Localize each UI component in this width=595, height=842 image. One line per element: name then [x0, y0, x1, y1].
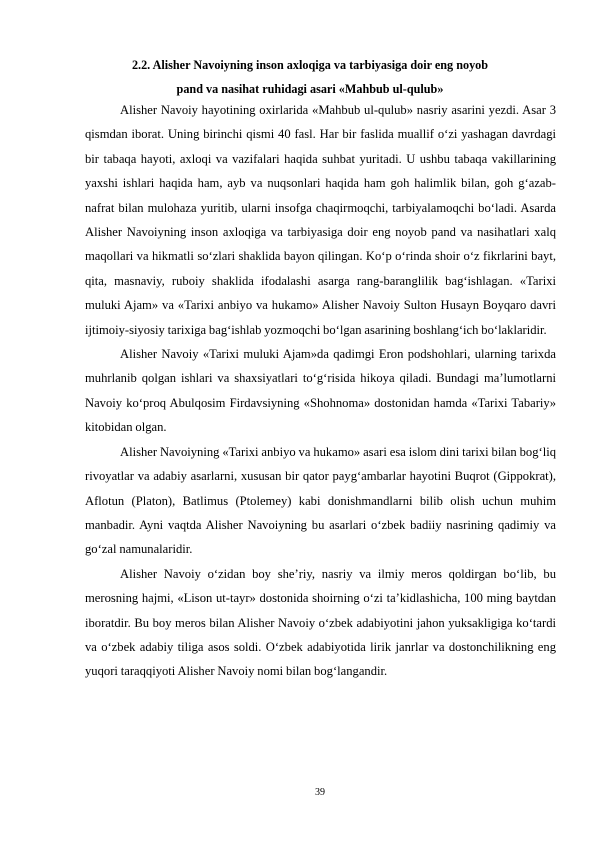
paragraph-1: Alisher Navoiy hayotining oxirlarida «Mahbub ul-qulub» nasriy asarini yezdi. Asar 3 qismdan iborat. Uning birinchi qismi 40 fasl. Har bir faslida muallif o‘zi yashagan davrdagi bir tabaqa hayoti, axloqi va vazifalari haqida suhbat yuritadi. U ushbu tabaqa vakillarining yaxshi ishlari haqida ham, ayb va nuqsonlari haqida ham goh halimlik bilan, goh g‘azab-nafrat bilan mulohaza yuritib, ularni insofga chaqirmoqchi, tarbiyalamoqchi bo‘ladi. Asarda Alisher Navoiyning inson axloqiga va tarbiyasiga doir eng noyob pand va nasihatlari xalq maqollari va hikmatli so‘zlari shaklida bayon qilingan. Ko‘p o‘rinda shoir o‘z fikrlarini bayt, qita, masnaviy, ruboiy shaklida ifodalashi asarga rang-baranglilik bag‘ishlagan. «Tarixi muluki Ajam» va «Tarixi anbiyo va hukamo» Alisher Navoiy Sulton Husayn Boyqaro davri ijtimoiy-siyosiy tarixiga bag‘ishlab yozmoqchi bo‘lgan asarining boshlang‘ich bo‘laklaridir.: [85, 103, 556, 337]
section-heading-line-1: 2.2. Alisher Navoiyning inson axloqiga va tarbiyasiga doir eng noyob: [131, 58, 489, 72]
paragraph-4: Alisher Navoiy o‘zidan boy she’riy, nasriy va ilmiy meros qoldirgan bo‘lib, bu merosning hajmi, «Lison ut-tayr» dostonida shoirning o‘zi ta’kidlashicha, 100 ming baytdan iboratdir. Bu boy meros bilan Alisher Navoiy o‘zbek adabiyotini jahon yuksakligiga ko‘tardi va o‘zbek adabiy tiliga asos soldi. O‘zbek adabiyotida lirik janrlar va dostonchilikning eng yuqori taraqqiyoti Alisher Navoiy nomi bilan bog‘langandir.: [85, 566, 556, 679]
section-heading-line-2: pand va nasihat ruhidagi asari «Mahbub ul-qulub»: [176, 82, 444, 96]
body-text: [85, 98, 556, 684]
page-number: 39: [315, 787, 325, 798]
paragraph-3: Alisher Navoiyning «Tarixi anbiyo va hukamo» asari esa islom dini tarixi bilan bog‘liq rivoyatlar va adabiy asarlarni, xususan bir qator payg‘ambarlar hayotini Buqrot (Gippokrat), Aflotun (Platon), Batlimus (Ptolemey) kabi donishmandlarni bilib olish uchun muhim manbadir. Ayni vaqtda Alisher Navoiyning bu asarlari o‘zbek badiiy nasrining qadimiy va go‘zal namunalaridir.: [85, 444, 556, 557]
paragraph-2: Alisher Navoiy «Tarixi muluki Ajam»da qadimgi Eron podshohlari, ularning tarixda muhrlanib qolgan ishlari va shaxsiyatlari to‘g‘risida hikoya qiladi. Bundagi ma’lumotlarni Navoiy ko‘proq Abulqosim Firdavsiyning «Shohnoma» dostonidan hamda «Tarixi Tabariy» kitobidan olgan.: [85, 347, 556, 435]
